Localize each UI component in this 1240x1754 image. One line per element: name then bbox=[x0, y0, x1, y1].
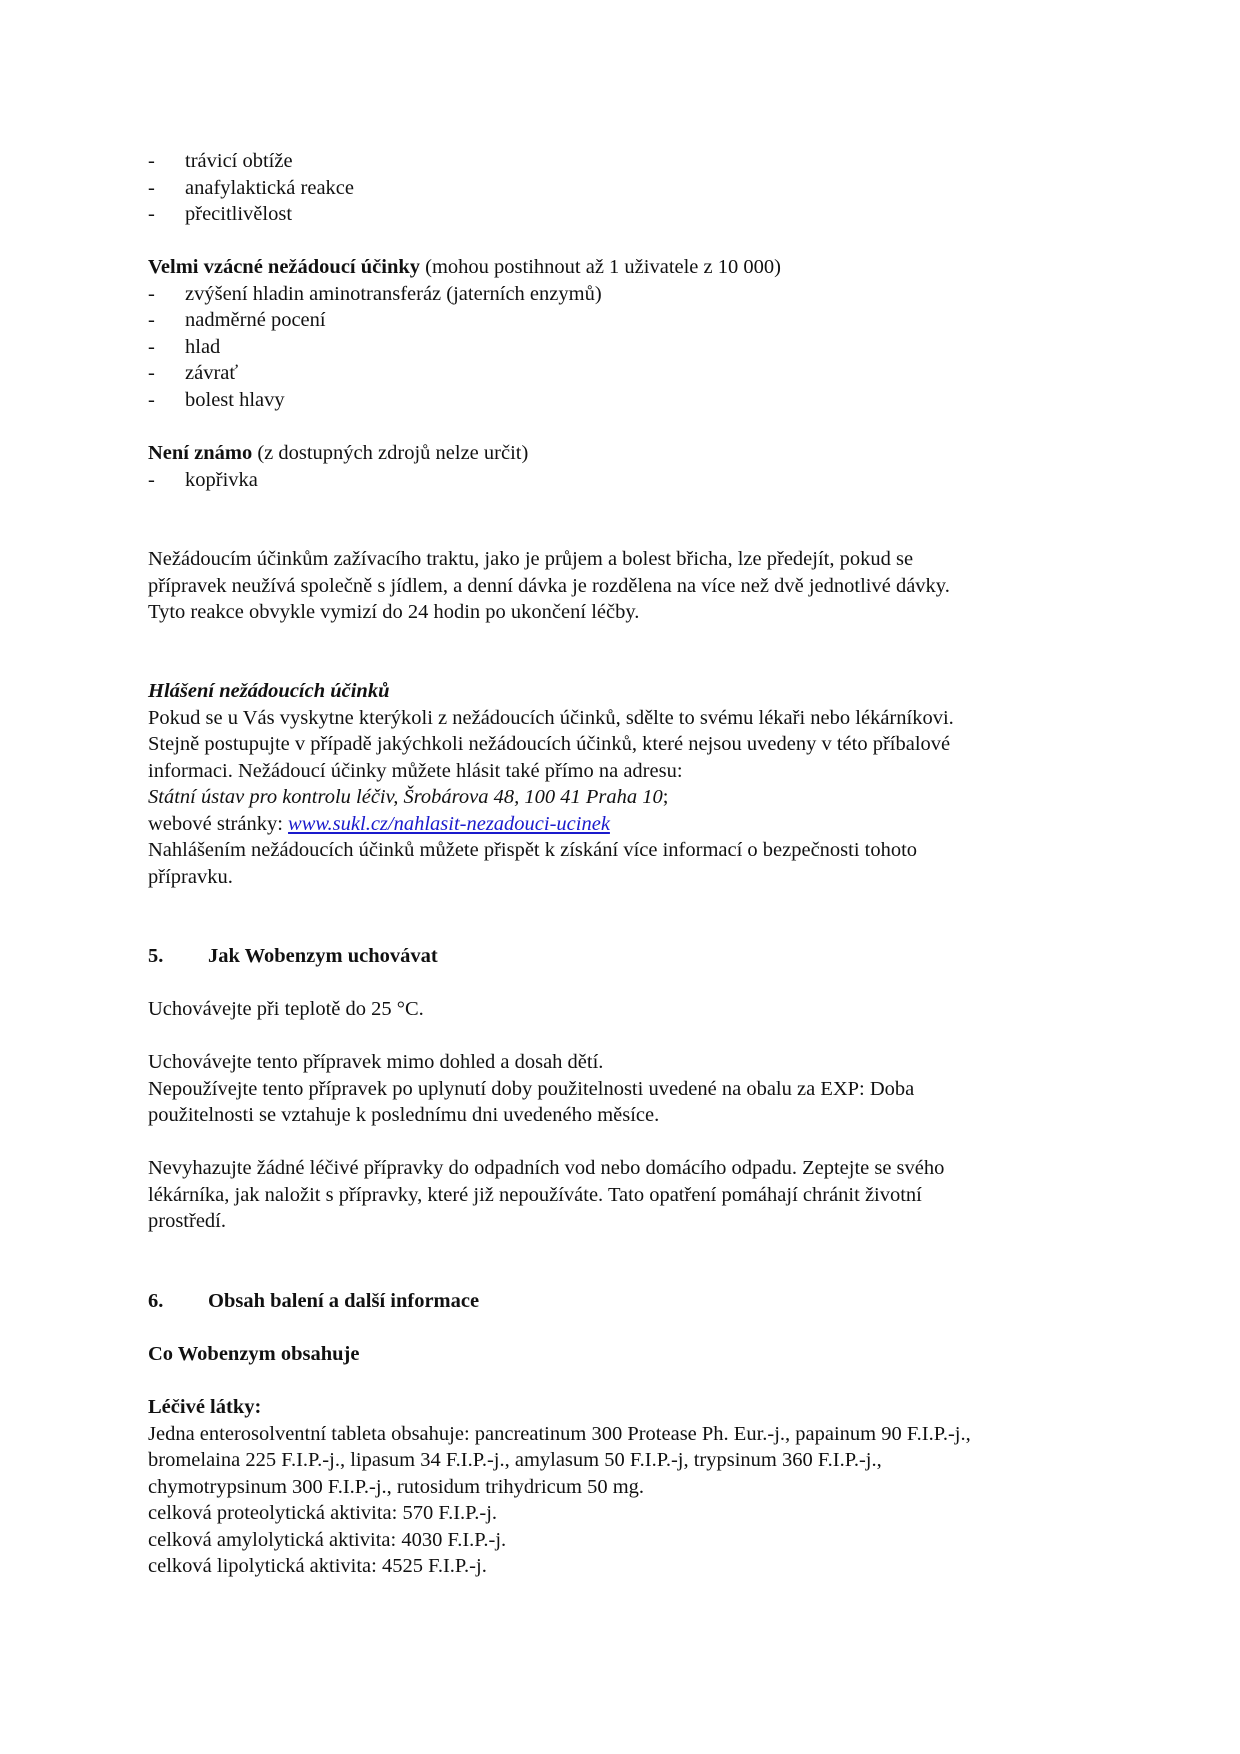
list-item: - zvýšení hladin aminotransferáz (jaterních enzymů) bbox=[148, 282, 602, 305]
section-title: Jak Wobenzym uchovávat bbox=[208, 945, 438, 967]
very-rare-section bbox=[148, 254, 1108, 413]
list-item: - nadměrné pocení bbox=[148, 309, 326, 331]
reporting-address: Státní ústav pro kontrolu léčiv, Šrobárova 48, 100 41 Praha 10 bbox=[148, 786, 663, 808]
disposal-paragraph: Nevyhazujte žádné léčivé přípravky do odpadních vod nebo domácího odpadu. Zeptejte se svého lékárníka, jak naložit s přípravky, které již nepoužíváte. Tato opatření pomáhají chránit životní prostředí. bbox=[148, 1157, 945, 1232]
section-6-heading bbox=[148, 1288, 1108, 1315]
unknown-title: Není známo bbox=[148, 442, 253, 464]
reporting-section: Hlášení nežádoucích účinků Pokud se u Vás vyskytne kterýkoli z nežádoucích účinků, sdělte to svému lékaři nebo lékárníkovi. Stejně postupujte v případě jakýchkoli nežádoucích účinků, které nejsou uvedeny v této příbalové informaci. Nežádoucí účinky můžete hlásit také přímo na adresu: Státní ústav pro kontrolu léčiv, Šrobárova 48, 100 41 Praha 10; webové stránky: www.sukl.cz/nahlasit-nezadouci-ucinek Nahlášením nežádoucích účinků můžete přispět k získání více informací o bezpečnosti tohoto přípravku. bbox=[148, 678, 1108, 890]
storage-temperature: Uchovávejte při teplotě do 25 °C. bbox=[148, 998, 424, 1020]
sukl-report-link[interactable]: www.sukl.cz/nahlasit-nezadouci-ucinek bbox=[288, 812, 610, 835]
active-substances: Léčivé látky: Jedna enterosolventní tableta obsahuje: pancreatinum 300 Protease Ph. Eur.-j., papainum 90 F.I.P.-j., bromelaina 225 F.I.P.-j., lipasum 34 F.I.P.-j., amylasum 50 F.I.P.-j, trypsinum 360 F.I.P.-j., chymotrypsinum 300 F.I.P.-j., rutosidum trihydricum 50 mg. celková proteolytická aktivita: 570 F.I.P.-j. celková amylolytická aktivita: 4030 F.I.P.-j. celková lipolytická aktivita: 4525 F.I.P.-j. bbox=[148, 1394, 1108, 1580]
unknown-note: (z dostupných zdrojů nelze určit) bbox=[252, 442, 529, 464]
contents-subtitle: Co Wobenzym obsahuje bbox=[148, 1343, 360, 1365]
list-item: - trávicí obtíže bbox=[148, 150, 293, 172]
list-item: - přecitlivělost bbox=[148, 203, 293, 225]
reporting-title: Hlášení nežádoucích účinků bbox=[148, 680, 390, 702]
active-substances-title: Léčivé látky: bbox=[148, 1396, 262, 1418]
list-item: - bolest hlavy bbox=[148, 388, 285, 411]
very-rare-title: Velmi vzácné nežádoucí účinky bbox=[148, 256, 421, 278]
list-item: - kopřivka bbox=[148, 468, 258, 491]
web-label: webové stránky: bbox=[148, 812, 289, 835]
list-item: - hlad bbox=[148, 335, 221, 358]
digestive-paragraph: Nežádoucím účinkům zažívacího traktu, jako je průjem a bolest břicha, lze předejít, pokud se přípravek neužívá společně s jídlem, a denní dávka je rozdělena na více než dvě jednotlivé dávky. Tyto reakce obvykle vymizí do 24 hodin po ukončení léčby. bbox=[148, 548, 950, 623]
section-number: 5. bbox=[148, 945, 164, 967]
unknown-frequency-section bbox=[148, 440, 1108, 493]
section-number: 6. bbox=[148, 1290, 164, 1312]
list-item: - závrať bbox=[148, 362, 239, 384]
section-5-heading bbox=[148, 943, 1108, 970]
section-title: Obsah balení a další informace bbox=[208, 1290, 480, 1312]
list-item: - anafylaktická reakce bbox=[148, 176, 355, 199]
storage-paragraph: Uchovávejte tento přípravek mimo dohled a dosah dětí. Nepoužívejte tento přípravek po uplynutí doby použitelnosti uvedené na obalu za EXP: Doba použitelnosti se vztahuje k poslednímu dni uvedeného měsíce. bbox=[148, 1051, 915, 1126]
very-rare-note: (mohou postihnout až 1 uživatele z 10 000) bbox=[420, 256, 781, 278]
side-effects-list-top bbox=[148, 148, 1108, 228]
